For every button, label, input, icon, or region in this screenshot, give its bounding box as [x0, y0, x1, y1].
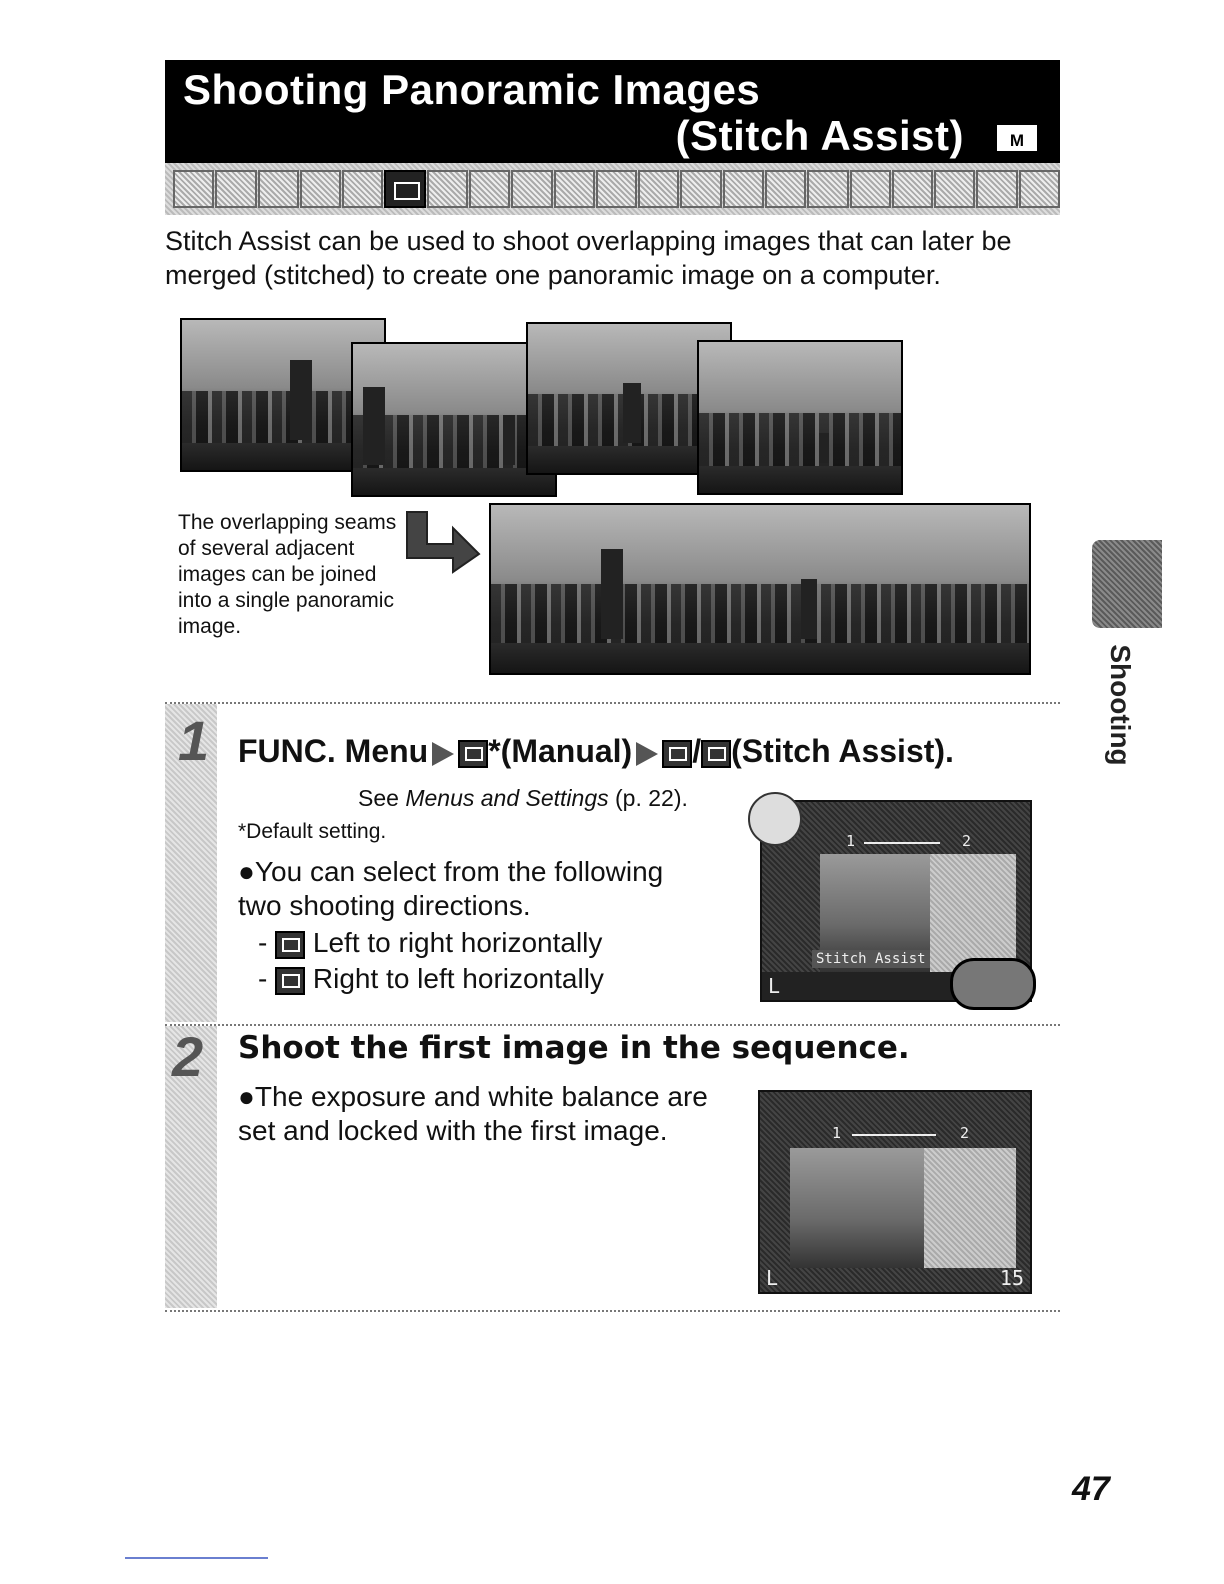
- manual-mode-icon: M: [994, 122, 1040, 154]
- shooting-mode-icon: [765, 170, 806, 208]
- step-1-heading: [238, 733, 954, 770]
- seq-1-label: 1: [832, 1124, 842, 1142]
- shooting-mode-icon: [596, 170, 637, 208]
- step-1-head-manual: *(Manual): [488, 733, 633, 769]
- shooting-mode-icon: [342, 170, 383, 208]
- option-2-label: Right to left horizontally: [312, 963, 604, 994]
- seq-2-label: 2: [960, 1124, 970, 1142]
- shooting-mode-icon: [258, 170, 299, 208]
- step-2-number: 2: [172, 1025, 204, 1088]
- step-1-camera-screen: [760, 800, 1032, 1002]
- stitch-right-left-icon: [275, 967, 305, 995]
- see-prefix: See: [358, 785, 406, 811]
- screen-size-label: L: [766, 1266, 779, 1290]
- chapter-tab-text: Shooting: [1105, 644, 1136, 766]
- bent-arrow-icon: [403, 510, 481, 574]
- screen-size-label: L: [768, 974, 781, 998]
- page-title-line1: Shooting Panoramic Images: [183, 66, 761, 113]
- step-1-number: 1: [178, 709, 210, 772]
- step-1-head-stitch: (Stitch Assist).: [731, 733, 954, 769]
- intro-text: Stitch Assist can be used to shoot overlapping images that can later be merged (stitched) to create one panoramic image on a computer.: [165, 226, 1012, 290]
- see-reference: [358, 785, 688, 812]
- manual-icon: [458, 740, 488, 768]
- stitch-assist-mode-icon: [384, 170, 425, 208]
- shooting-mode-icon: [427, 170, 468, 208]
- step-2-bullet: ●The exposure and white balance are set and locked with the first image.: [238, 1081, 708, 1146]
- shooting-mode-icon: [892, 170, 933, 208]
- arrow-right-icon: [636, 742, 658, 766]
- option-left-to-right: - Left to right horizontally: [258, 927, 603, 958]
- panorama-photo-4: [697, 340, 903, 495]
- shooting-mode-icon: [554, 170, 595, 208]
- shots-remaining-label: 15: [999, 1266, 1024, 1290]
- shooting-mode-strip: [165, 163, 1060, 215]
- seq-2-label: 2: [962, 832, 972, 850]
- step-2-heading: Shoot the first image in the sequence.: [238, 1030, 910, 1066]
- page-number: 47: [1072, 1470, 1110, 1508]
- stitch-assist-label: Stitch Assist: [812, 950, 930, 968]
- page-title-line2: (Stitch Assist): [675, 112, 964, 159]
- stitch-left-right-icon: [662, 740, 692, 768]
- see-suffix: (p. 22).: [608, 785, 688, 811]
- shooting-mode-icon: [300, 170, 341, 208]
- shooting-mode-icon: [469, 170, 510, 208]
- step-1-head-slash: /: [692, 733, 702, 769]
- step-1-bullet: ●You can select from the following two shooting directions.: [238, 856, 664, 921]
- stitched-panorama-photo: [489, 503, 1031, 675]
- arrow-right-icon: [432, 742, 454, 766]
- shooting-mode-icon: [723, 170, 764, 208]
- option-right-to-left: - Right to left horizontally: [258, 963, 604, 994]
- see-italic: Menus and Settings: [405, 785, 609, 811]
- chapter-tab-label: [1080, 640, 1160, 770]
- option-1-label: Left to right horizontally: [312, 927, 603, 958]
- shooting-mode-icon: [215, 170, 256, 208]
- shooting-mode-icon: [850, 170, 891, 208]
- footer-line: [125, 1557, 268, 1559]
- stitch-mode-callout-icon: [748, 792, 802, 846]
- default-setting-note: *Default setting.: [238, 820, 387, 843]
- shooting-mode-icon: [638, 170, 679, 208]
- shooting-mode-icon: [511, 170, 552, 208]
- photo-caption: The overlapping seams of several adjacent images can be joined into a single panoramic image.: [178, 511, 397, 638]
- shooting-mode-icon: [976, 170, 1017, 208]
- step-2-camera-screen: [758, 1090, 1032, 1294]
- stitch-right-left-icon: [701, 740, 731, 768]
- shooting-mode-icon: [173, 170, 214, 208]
- seq-1-label: 1: [846, 832, 856, 850]
- shooting-mode-icon: [807, 170, 848, 208]
- step-1-head-func: FUNC. Menu: [238, 733, 429, 769]
- chapter-tab: [1092, 540, 1162, 628]
- shooting-mode-icon: [934, 170, 975, 208]
- shooting-mode-icon: [1019, 170, 1060, 208]
- page-title-bar: [165, 60, 1060, 163]
- stitch-left-right-icon: [275, 931, 305, 959]
- shooting-mode-icon: [680, 170, 721, 208]
